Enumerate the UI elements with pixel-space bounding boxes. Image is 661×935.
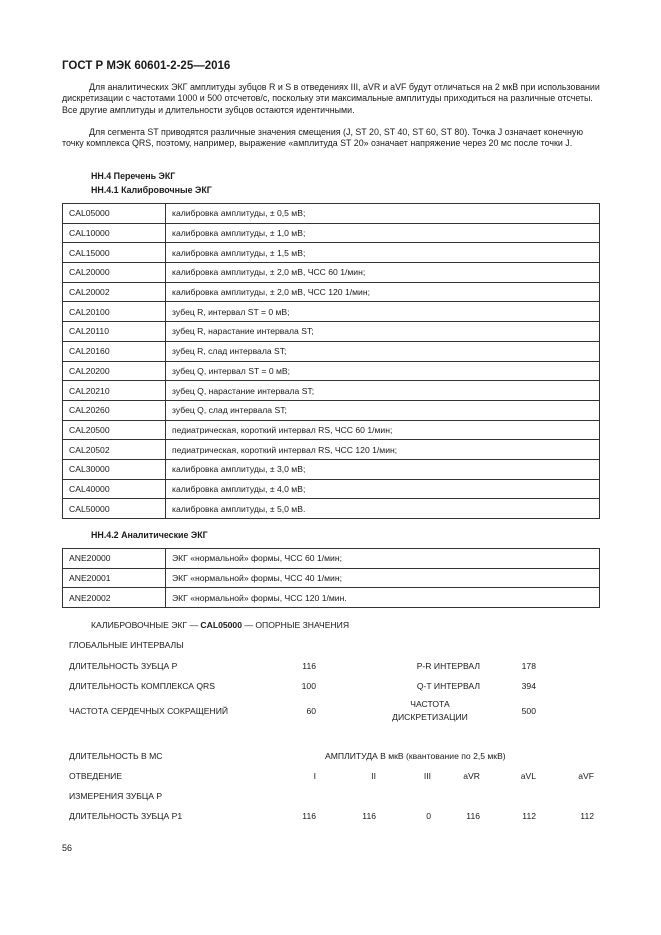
ecg-code-cell: CAL20200 [63,361,166,381]
lead-header-iii: III [423,771,431,781]
ecg-description-cell: ЭКГ «нормальной» формы, ЧСС 120 1/мин. [166,588,600,608]
ecg-code-cell: CAL20260 [63,400,166,420]
ecg-description-cell: зубец R, нарастание интервала ST; [166,322,600,342]
table-row [63,549,600,569]
table-row [63,223,600,243]
ecg-description-cell: зубец Q, слад интервала ST; [166,400,600,420]
qrs-duration-value: 100 [301,681,316,691]
global-intervals-label: ГЛОБАЛЬНЫЕ ИНТЕРВАЛЫ [69,640,184,650]
p1-value-avf: 112 [580,811,594,821]
table-row [63,282,600,302]
p1-value-i: 116 [302,811,316,821]
reference-values-title [91,620,349,630]
ecg-code-cell: CAL20110 [63,322,166,342]
p-measurements-label: ИЗМЕРЕНИЯ ЗУБЦА P [69,791,163,801]
reference-title-prefix: КАЛИБРОВОЧНЫЕ ЭКГ — [91,620,201,630]
qt-interval-value: 394 [521,681,536,691]
paragraph-amplitudes: Для аналитических ЭКГ амплитуды зубцов R и S в отведениях III, aVR и aVF будут отличаться на 2 мкВ при использовании дискретизации с частотами 1000 и 500 отсчетов/с, поскольку эти максимальные амплитуды приходиться на различные отсчеты. Все другие амплитуды и длительности зубцов остаются идентичными. [62,82,600,115]
section-heading-hh4: НН.4 Перечень ЭКГ [91,171,176,181]
table-row [63,263,600,283]
table-row [63,381,600,401]
lead-label: ОТВЕДЕНИЕ [69,771,123,781]
ecg-description-cell: зубец Q, интервал ST = 0 мВ; [166,361,600,381]
lead-header-i: I [313,771,316,781]
table-row [63,341,600,361]
ecg-description-cell: ЭКГ «нормальной» формы, ЧСС 60 1/мин; [166,549,600,569]
duration-ms-label: ДЛИТЕЛЬНОСТЬ В МС [69,751,163,761]
ecg-code-cell: ANE20002 [63,588,166,608]
ecg-description-cell: калибровка амплитуды, ± 3,0 мВ; [166,459,600,479]
table-row [63,459,600,479]
p-duration-label: ДЛИТЕЛЬНОСТЬ ЗУБЦА P [69,661,178,671]
p1-value-avl: 112 [522,811,536,821]
table-row [63,420,600,440]
table-row [63,322,600,342]
ecg-description-cell: калибровка амплитуды, ± 4,0 мВ; [166,479,600,499]
ecg-code-cell: CAL20160 [63,341,166,361]
calibration-ecg-table [62,203,600,519]
ecg-description-cell: ЭКГ «нормальной» формы, ЧСС 40 1/мин; [166,568,600,588]
table-row [63,400,600,420]
ecg-code-cell: CAL20000 [63,263,166,283]
paragraph-st-segment: Для сегмента ST приводятся различные значения смещения (J, ST 20, ST 40, ST 60, ST 80). Точка J означает конечную точку комплекса QRS, поэтому, например, выражение «амплитуда ST 20» означает напряжение через 20 мс после точки J. [62,127,583,149]
p1-value-ii: 116 [362,811,376,821]
ecg-code-cell: CAL20002 [63,282,166,302]
lead-header-ii: II [371,771,376,781]
sampling-rate-label-line1: ЧАСТОТА [410,699,450,709]
ecg-code-cell: CAL20210 [63,381,166,401]
table-row [63,568,600,588]
heart-rate-value: 60 [306,706,316,716]
table-row [63,243,600,263]
ecg-code-cell: ANE20000 [63,549,166,569]
ecg-code-cell: CAL30000 [63,459,166,479]
pr-interval-label: P-R ИНТЕРВАЛ [416,661,480,671]
table-row [63,361,600,381]
table-row [63,499,600,519]
analytic-ecg-table [62,548,600,608]
p1-value-avr: 116 [466,811,480,821]
page-number: 56 [62,843,73,853]
qrs-duration-label: ДЛИТЕЛЬНОСТЬ КОМПЛЕКСА QRS [69,681,215,691]
ecg-description-cell: калибровка амплитуды, ± 2,0 мВ, ЧСС 60 1/мин; [166,263,600,283]
table-row [63,588,600,608]
amplitude-label: АМПЛИТУДА В мкВ (квантование по 2,5 мкВ) [325,751,506,761]
reference-title-suffix: — ОПОРНЫЕ ЗНАЧЕНИЯ [241,620,350,630]
p-duration-value: 116 [302,661,316,671]
ecg-description-cell: педиатрическая, короткий интервал RS, ЧСС 60 1/мин; [166,420,600,440]
ecg-code-cell: CAL15000 [63,243,166,263]
ecg-code-cell: CAL20100 [63,302,166,322]
ecg-description-cell: калибровка амплитуды, ± 1,0 мВ; [166,223,600,243]
ecg-code-cell: CAL05000 [63,204,166,224]
p1-duration-label: ДЛИТЕЛЬНОСТЬ ЗУБЦА P1 [69,811,183,821]
pr-interval-value: 178 [521,661,536,671]
section-heading-hh42: НН.4.2 Аналитические ЭКГ [91,530,208,540]
ecg-code-cell: CAL50000 [63,499,166,519]
section-heading-hh41: НН.4.1 Калибровочные ЭКГ [91,185,212,195]
ecg-description-cell: калибровка амплитуды, ± 2,0 мВ, ЧСС 120 1/мин; [166,282,600,302]
lead-header-avr: aVR [463,771,480,781]
table-row [63,440,600,460]
document-header: ГОСТ Р МЭК 60601-2-25—2016 [62,60,231,72]
reference-title-code: CAL05000 [200,620,242,630]
table-row [63,302,600,322]
ecg-description-cell: зубец Q, нарастание интервала ST; [166,381,600,401]
ecg-description-cell: педиатрическая, короткий интервал RS, ЧСС 120 1/мин; [166,440,600,460]
ecg-code-cell: CAL10000 [63,223,166,243]
p1-value-iii: 0 [426,811,431,821]
ecg-description-cell: калибровка амплитуды, ± 5,0 мВ. [166,499,600,519]
ecg-code-cell: ANE20001 [63,568,166,588]
ecg-code-cell: CAL20500 [63,420,166,440]
lead-header-avl: aVL [520,771,536,781]
lead-header-avf: aVF [578,771,594,781]
sampling-rate-value: 500 [521,706,536,716]
qt-interval-label: Q-T ИНТЕРВАЛ [416,681,480,691]
ecg-code-cell: CAL40000 [63,479,166,499]
table-row [63,479,600,499]
ecg-description-cell: зубец R, интервал ST = 0 мВ; [166,302,600,322]
table-row [63,204,600,224]
ecg-description-cell: калибровка амплитуды, ± 0,5 мВ; [166,204,600,224]
heart-rate-label: ЧАСТОТА СЕРДЕЧНЫХ СОКРАЩЕНИЙ [69,706,229,716]
sampling-rate-label-line2: ДИСКРЕТИЗАЦИИ [392,712,468,722]
ecg-description-cell: калибровка амплитуды, ± 1,5 мВ; [166,243,600,263]
ecg-code-cell: CAL20502 [63,440,166,460]
ecg-description-cell: зубец R, слад интервала ST; [166,341,600,361]
